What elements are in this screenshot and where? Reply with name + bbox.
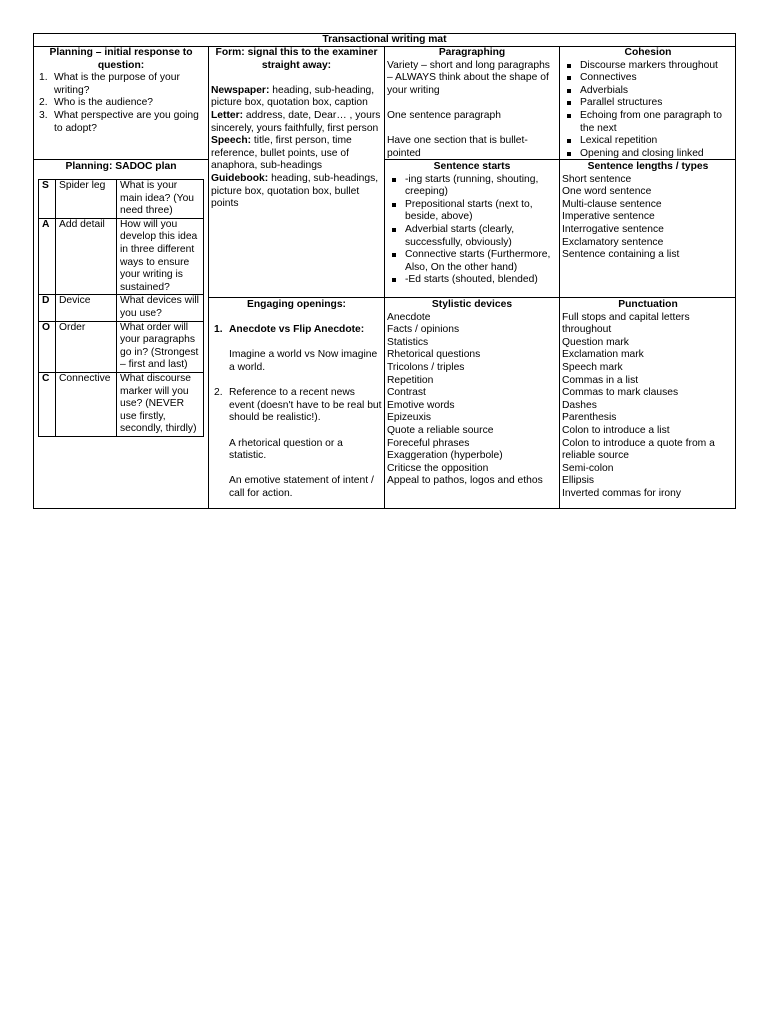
openings-heading: Engaging openings: — [247, 299, 346, 310]
divider-planning — [34, 159, 209, 160]
sadoc-term: Add detail — [56, 218, 117, 295]
list-item: Contrast — [387, 387, 426, 399]
sadoc-key: S — [39, 180, 56, 219]
sentence-lengths-section — [562, 161, 734, 262]
list-item: One word sentence — [562, 186, 652, 198]
table-row — [39, 295, 204, 321]
form-speech: Speech: title, first person, time reference, bullet points, use of anaphora, sub-headings — [211, 135, 352, 172]
sadoc-desc: How will you develop this idea in three different ways to ensure your writing is sustained? — [117, 218, 204, 295]
list-item: Emotive words — [387, 399, 455, 411]
sadoc-key: A — [39, 218, 56, 295]
list-item: Speech mark — [562, 361, 623, 373]
list-item: Statistics — [387, 336, 429, 348]
list-item: Rhetorical questions — [387, 349, 481, 361]
stylistic-heading: Stylistic devices — [431, 299, 513, 310]
list-item: Short sentence — [562, 173, 632, 185]
list-item: Echoing from one paragraph to the next — [562, 110, 734, 135]
sadoc-term: Spider leg — [56, 180, 117, 219]
punctuation-section — [562, 299, 734, 501]
list-item: Dashes — [562, 399, 597, 411]
openings-extra: An emotive statement of intent / call for action. — [229, 475, 374, 499]
list-item: Adverbials — [562, 85, 734, 98]
list-item: Imperative sentence — [562, 211, 655, 223]
sadoc-desc: What discourse marker will you use? (NEVER use firstly, secondly, thirdly) — [117, 372, 204, 436]
list-item: 2. Reference to a recent news event (doesn't have to be real but should be realistic!). — [214, 387, 382, 424]
list-item: Parallel structures — [562, 97, 734, 110]
list-item: Colon to introduce a list — [562, 424, 670, 436]
list-item: Sentence containing a list — [562, 249, 680, 261]
list-item: 1. Anecdote vs Flip Anecdote: — [214, 324, 365, 336]
sentence-starts-heading: Sentence starts — [433, 161, 511, 172]
list-item: Exclamatory sentence — [562, 236, 664, 248]
list-item: Lexical repetition — [562, 135, 734, 148]
list-item: 2. Who is the audience? — [39, 97, 154, 109]
list-item: Quote a reliable source — [387, 424, 494, 436]
sadoc-table — [38, 179, 204, 437]
paragraphing-section — [387, 47, 557, 160]
paragraphing-line: One sentence paragraph — [387, 109, 501, 121]
divider-row-3 — [208, 297, 736, 298]
sentence-starts-list — [387, 174, 557, 287]
form-letter: Letter: address, date, Dear… , yours sincerely, yours faithfully, first person — [211, 109, 381, 134]
cohesion-list — [562, 60, 734, 161]
list-item: Tricolons / triples — [387, 361, 465, 373]
list-item: Discourse markers throughout — [562, 60, 734, 73]
list-item: 1. What is the purpose of your writing? — [39, 72, 180, 96]
table-row — [39, 180, 204, 219]
form-heading: Form: signal this to the examiner straight away: — [215, 47, 378, 71]
sadoc-desc: What order will your paragraphs go in? (Strongest – first and last) — [117, 321, 204, 372]
list-item: Full stops and capital letters throughout — [562, 311, 690, 336]
list-item: Criticse the opposition — [387, 462, 489, 474]
list-item: Commas to mark clauses — [562, 387, 679, 399]
list-item: Anecdote — [387, 311, 431, 323]
list-item: Inverted commas for irony — [562, 487, 682, 499]
list-item: Facts / opinions — [387, 324, 460, 336]
sadoc-key: O — [39, 321, 56, 372]
openings-item1-text: Imagine a world vs Now imagine a world. — [229, 349, 378, 373]
openings-list — [211, 387, 382, 425]
list-item: Semi-colon — [562, 462, 614, 474]
planning-heading: Planning – initial response to question: — [49, 47, 193, 71]
openings-section — [211, 299, 382, 501]
list-item: -ing starts (running, shouting, creeping) — [387, 174, 557, 199]
list-item: Repetition — [387, 374, 434, 386]
list-item: Connectives — [562, 72, 734, 85]
form-newspaper: Newspaper: heading, sub-heading, picture box, quotation box, caption — [211, 84, 375, 109]
sadoc-heading: Planning: SADOC plan — [65, 161, 177, 172]
paragraphing-heading: Paragraphing — [438, 47, 506, 58]
form-guidebook: Guidebook: heading, sub-headings, picture box, quotation box, bullet points — [211, 172, 379, 210]
sadoc-term: Device — [56, 295, 117, 321]
planning-list — [36, 72, 206, 135]
list-item: Question mark — [562, 336, 629, 348]
list-item: Opening and closing linked — [562, 148, 734, 161]
list-item: Foreceful phrases — [387, 437, 470, 449]
table-row — [39, 218, 204, 295]
writing-mat — [33, 33, 736, 509]
list-item: Prepositional starts (next to, beside, above) — [387, 199, 557, 224]
list-item: Colon to introduce a quote from a reliable source — [562, 437, 715, 462]
sadoc-key: C — [39, 372, 56, 436]
divider-col-3 — [559, 46, 560, 508]
stylistic-section — [387, 299, 557, 488]
planning-section — [36, 47, 206, 135]
mat-title: Transactional writing mat — [322, 34, 447, 45]
openings-list — [211, 324, 382, 337]
form-section — [211, 47, 382, 211]
paragraphing-line: Variety – short and long paragraphs – ALWAYS think about the shape of your writing — [387, 59, 550, 96]
list-item: Exaggeration (hyperbole) — [387, 450, 503, 462]
list-item: Ellipsis — [562, 475, 595, 487]
list-item: Commas in a list — [562, 374, 639, 386]
cohesion-section — [562, 47, 734, 160]
cohesion-heading: Cohesion — [624, 47, 672, 58]
openings-extra: A rhetorical question or a statistic. — [229, 437, 343, 462]
list-item: Exclamation mark — [562, 349, 644, 361]
divider-col-2 — [384, 46, 385, 508]
table-row — [39, 372, 204, 436]
sadoc-term: Connective — [56, 372, 117, 436]
sadoc-desc: What devices will you use? — [117, 295, 204, 321]
list-item: Epizeuxis — [387, 412, 432, 424]
list-item: Interrogative sentence — [562, 223, 664, 235]
punctuation-heading: Punctuation — [618, 299, 678, 310]
sadoc-term: Order — [56, 321, 117, 372]
table-row — [39, 321, 204, 372]
sentence-lengths-heading: Sentence lengths / types — [587, 161, 709, 172]
sadoc-desc: What is your main idea? (You need three) — [117, 180, 204, 219]
list-item: Connective starts (Furthermore, Also, On the other hand) — [387, 249, 557, 274]
sadoc-key: D — [39, 295, 56, 321]
list-item: Multi-clause sentence — [562, 198, 662, 210]
divider-col-1 — [208, 46, 209, 508]
paragraphing-line: Have one section that is bullet-pointed — [387, 135, 528, 159]
list-item: 3. What perspective are you going to adopt? — [39, 109, 199, 134]
list-item: Parenthesis — [562, 412, 617, 424]
sentence-starts-section — [387, 161, 557, 287]
list-item: Adverbial starts (clearly, successfully, obviously) — [387, 224, 557, 249]
list-item: Appeal to pathos, logos and ethos — [387, 475, 543, 487]
list-item: -Ed starts (shouted, blended) — [387, 274, 557, 287]
